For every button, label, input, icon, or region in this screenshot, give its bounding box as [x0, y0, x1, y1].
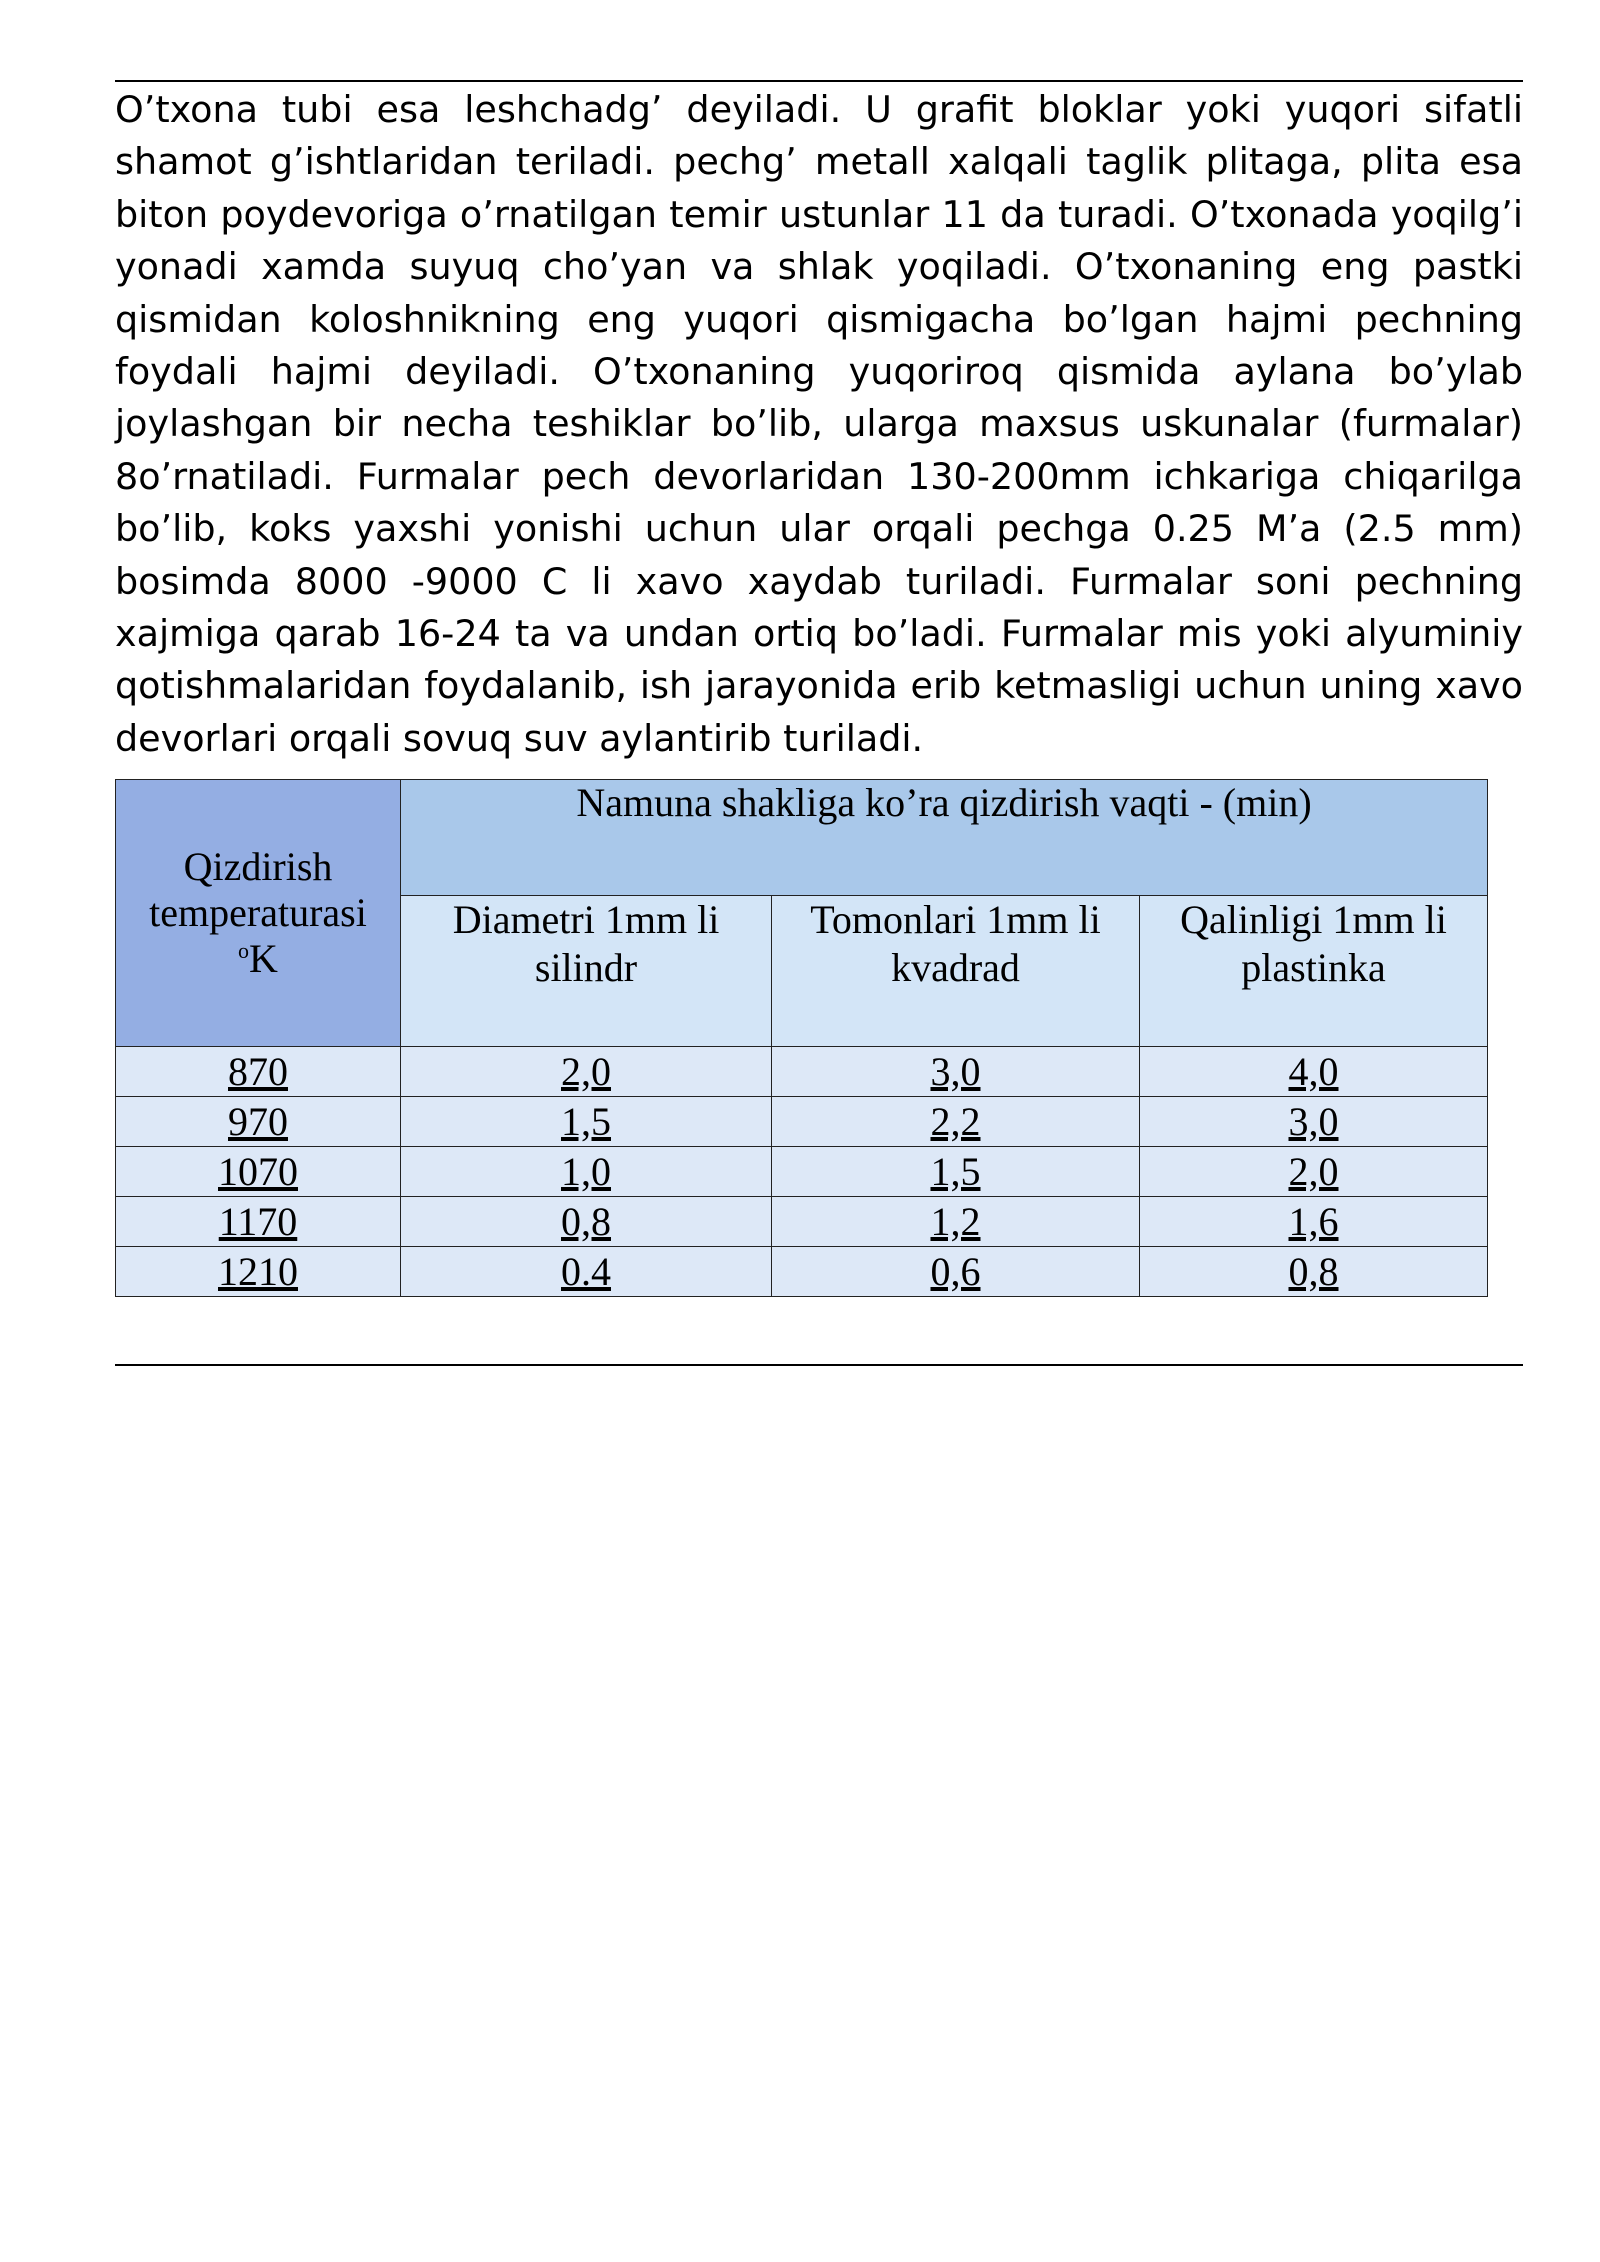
temperature-header	[116, 780, 401, 1047]
plate-header	[1140, 896, 1488, 1047]
top-rule	[115, 80, 1523, 82]
degree-symbol: o	[238, 938, 250, 963]
cylinder-header	[401, 896, 772, 1047]
plate-time-cell: 3,0	[1140, 1097, 1488, 1147]
square-header-line1: Tomonlari 1mm li	[810, 897, 1101, 943]
table-row	[116, 1197, 1488, 1247]
cylinder-time-cell: 1,5	[401, 1097, 772, 1147]
plate-header-line1: Qalinligi 1mm li	[1180, 897, 1447, 943]
cylinder-header-line1: Diametri 1mm li	[452, 897, 720, 943]
square-time-cell: 0,6	[772, 1247, 1140, 1297]
square-time-cell: 1,2	[772, 1197, 1140, 1247]
temperature-cell: 1170	[116, 1197, 401, 1247]
heating-time-table	[115, 779, 1488, 1297]
square-header-line2: kvadrad	[891, 945, 1020, 991]
table-row	[116, 1047, 1488, 1097]
square-time-cell: 1,5	[772, 1147, 1140, 1197]
cylinder-time-cell: 1,0	[401, 1147, 772, 1197]
heating-time-group-header: Namuna shakliga ko’ra qizdirish vaqti - (min)	[401, 780, 1488, 896]
plate-time-cell: 1,6	[1140, 1197, 1488, 1247]
temperature-cell: 1210	[116, 1247, 401, 1297]
cylinder-time-cell: 0.4	[401, 1247, 772, 1297]
body-paragraph: O’txona tubi esa leshchadg’ deyiladi. U grafit bloklar yoki yuqori sifatli shamot g’ishtlaridan teriladi. pechg’ metall xalqali taglik plitaga, plita esa biton poydevoriga o’rnatilgan temir ustunlar 11 da turadi. O’txonada yoqilg’i yonadi xamda suyuq cho’yan va shlak yoqiladi. O’txonaning eng pastki qismidan koloshnikning eng yuqori qismigacha bo’lgan hajmi pechning foydali hajmi deyiladi. O’txonaning yuqoriroq qismida aylana bo’ylab joylashgan bir necha teshiklar bo’lib, ularga maxsus uskunalar (furmalar) 8o’rnatiladi. Furmalar pech devorlaridan 130-200mm ichkariga chiqarilga bo’lib, koks yaxshi yonishi uchun ular orqali pechga 0.25 M’a (2.5 mm) bosimda 8000 -9000 C li xavo xaydab turiladi. Furmalar soni pechning xajmiga qarab 16-24 ta va undan ortiq bo’ladi. Furmalar mis yoki alyuminiy qotishmalaridan foydalanib, ish jarayonida erib ketmasligi uchun uning xavo devorlari orqali sovuq suv aylantirib turiladi.	[115, 88, 1523, 760]
table-row	[116, 1247, 1488, 1297]
temperature-cell: 970	[116, 1097, 401, 1147]
plate-time-cell: 4,0	[1140, 1047, 1488, 1097]
plate-time-cell: 0,8	[1140, 1247, 1488, 1297]
square-header	[772, 896, 1140, 1047]
table-row	[116, 1097, 1488, 1147]
cylinder-time-cell: 2,0	[401, 1047, 772, 1097]
plate-time-cell: 2,0	[1140, 1147, 1488, 1197]
plate-header-line2: plastinka	[1241, 945, 1386, 991]
temperature-cell: 870	[116, 1047, 401, 1097]
cylinder-time-cell: 0,8	[401, 1197, 772, 1247]
temperature-header-line2: temperaturasi	[149, 890, 367, 935]
square-time-cell: 3,0	[772, 1047, 1140, 1097]
table-row	[116, 1147, 1488, 1197]
bottom-rule	[115, 1364, 1523, 1366]
temperature-unit: K	[249, 936, 278, 981]
square-time-cell: 2,2	[772, 1097, 1140, 1147]
cylinder-header-line2: silindr	[534, 945, 638, 991]
temperature-header-line1: Qizdirish	[183, 844, 333, 889]
temperature-cell: 1070	[116, 1147, 401, 1197]
